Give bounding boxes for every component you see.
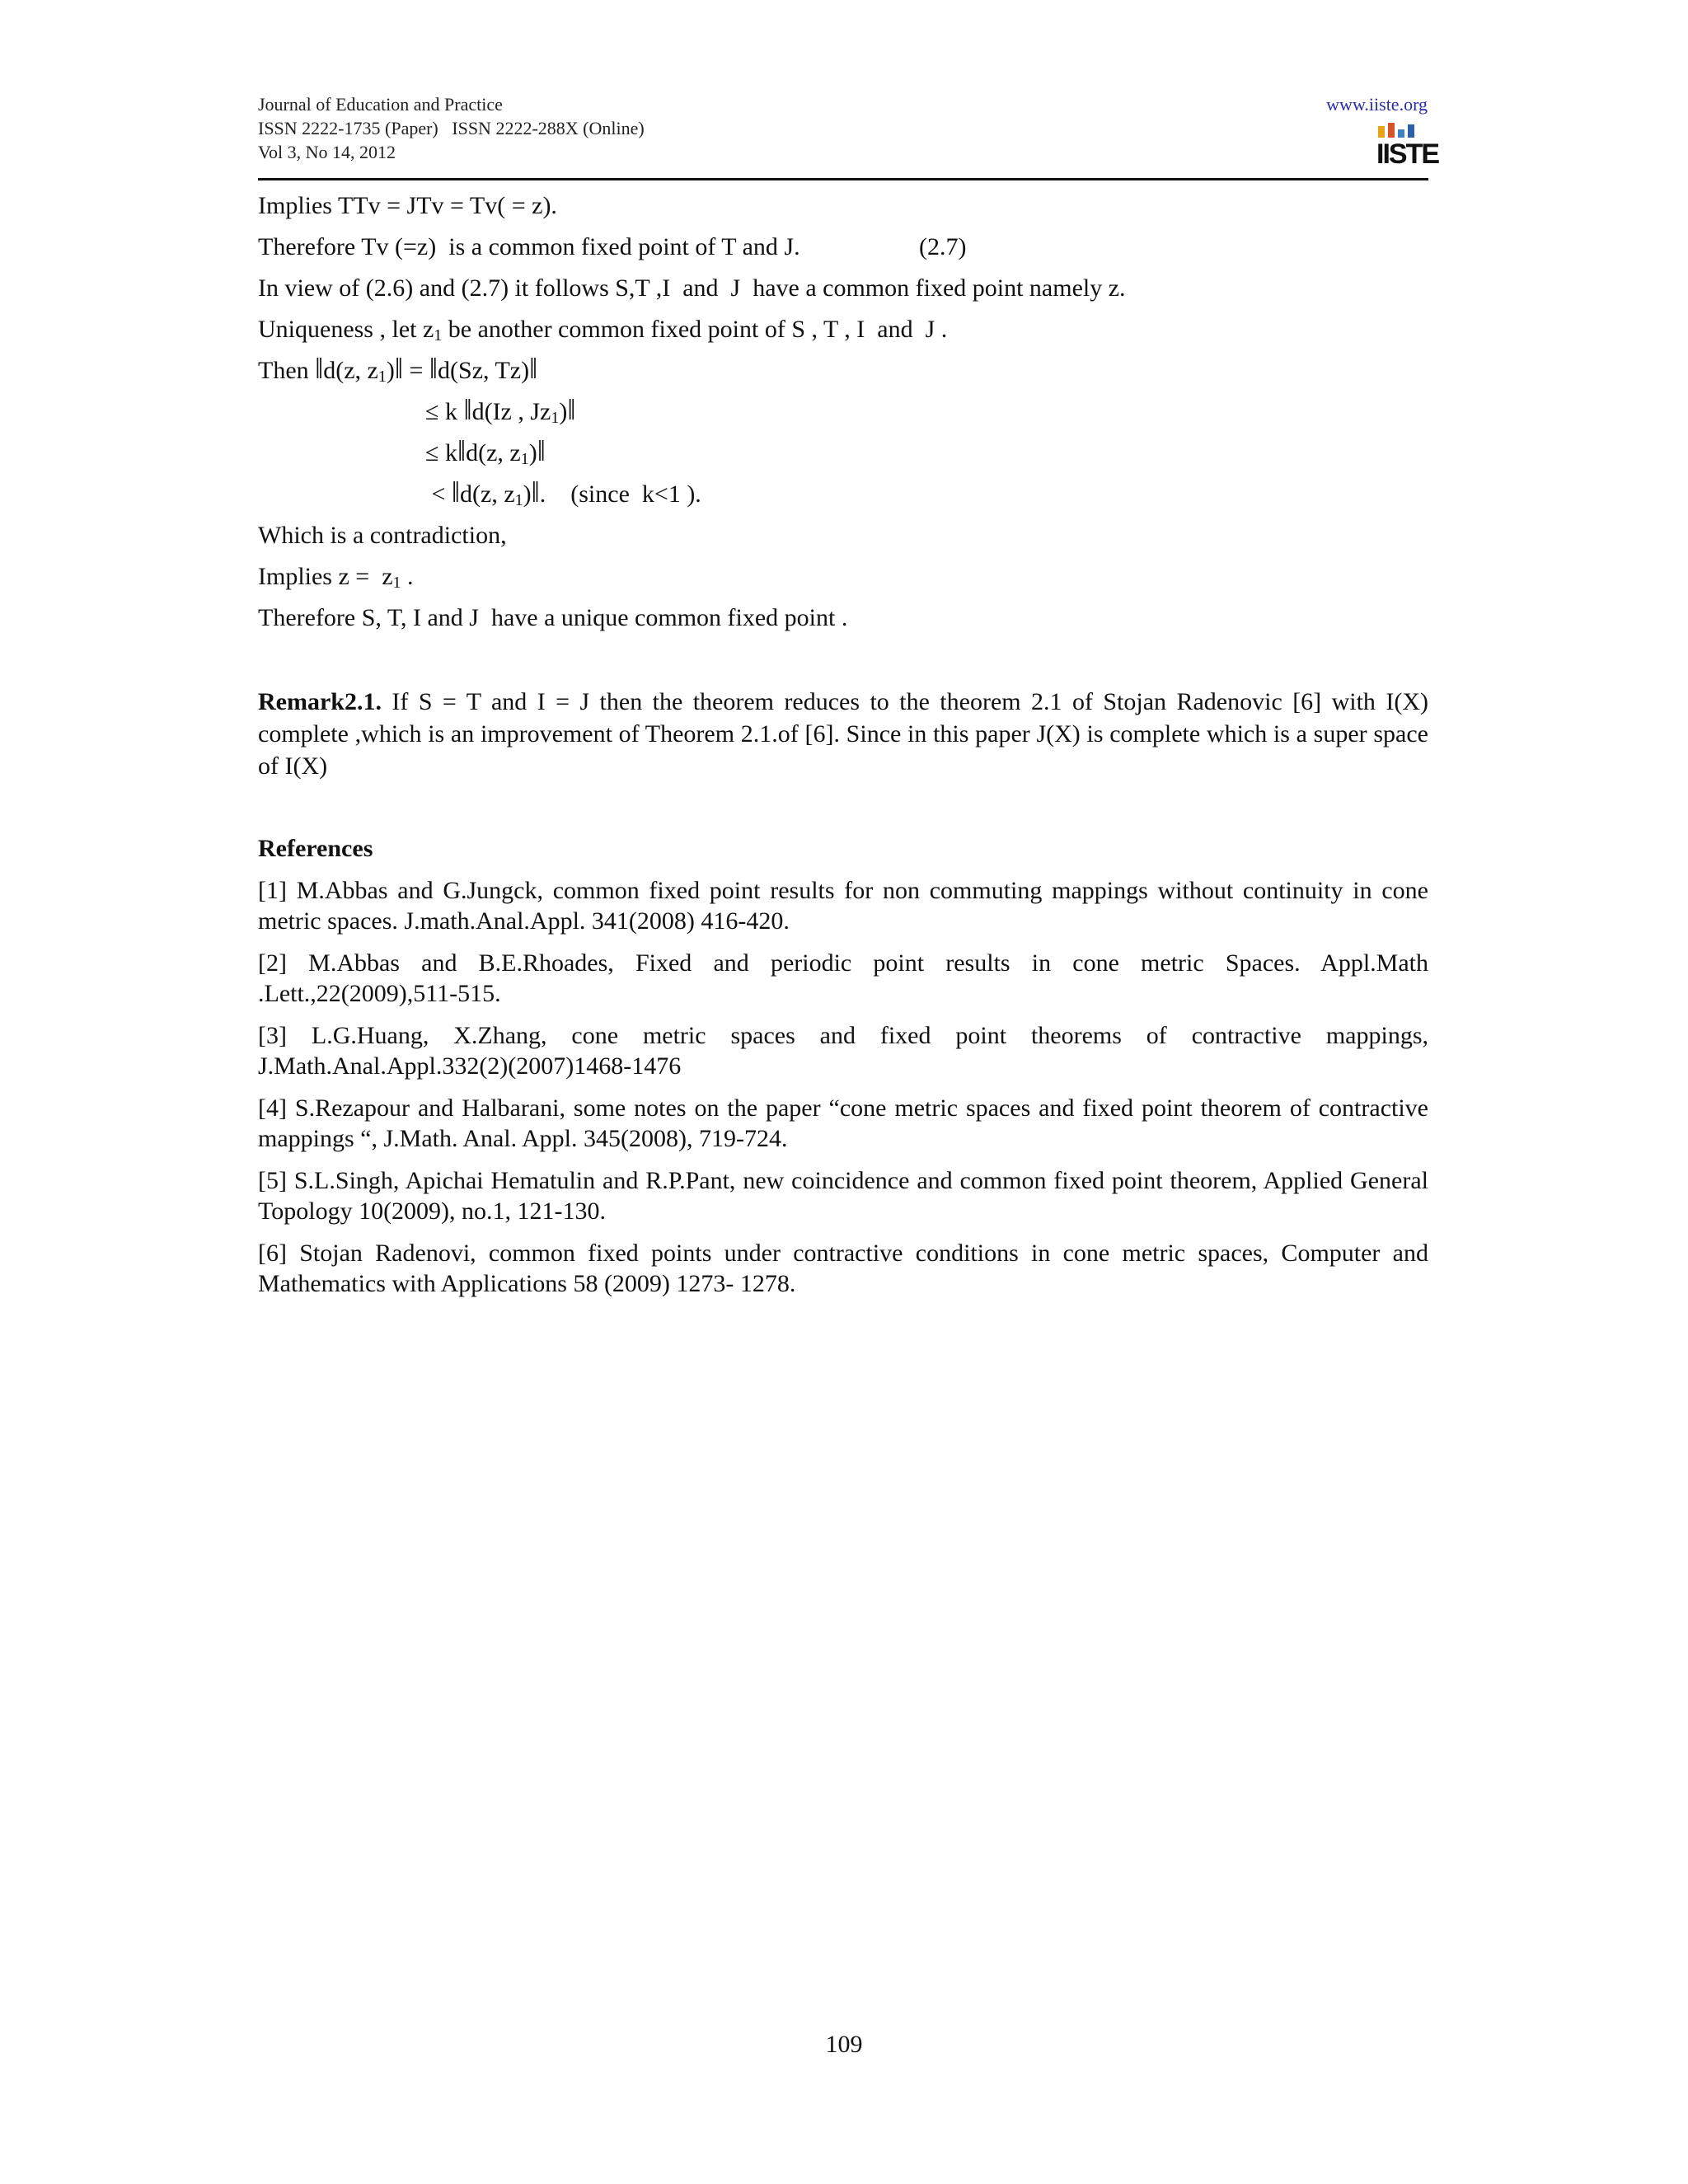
iiste-logo: [1376, 121, 1439, 172]
norm-bar-left: ‖: [429, 352, 438, 385]
norm-bar-right: ‖: [537, 434, 546, 467]
subscript: 1: [520, 450, 529, 468]
proof-line-2: [258, 232, 967, 262]
subscript: 1: [434, 326, 443, 344]
equation-tag-2-7: (2.7): [919, 233, 967, 260]
norm-bar-right: ‖: [567, 393, 576, 426]
logo-wordmark: IISTE: [1376, 138, 1439, 170]
norm-bar-left: ‖: [451, 476, 461, 509]
eq1-term-c: d(Sz, Tz): [438, 357, 530, 384]
reference-item-4: [4] S.Rezapour and Halbarani, some notes on the paper “cone metric spaces and fixed point theorem of contractive mappings “, J.Math. Anal. Appl. 345(2008), 719-724.: [258, 1094, 1428, 1152]
subscript: 1: [514, 491, 523, 509]
equation-line-4: [425, 476, 701, 509]
implies-tail: .: [401, 563, 414, 590]
proof-line-4: [258, 315, 947, 344]
eq1-equals: =: [402, 357, 429, 384]
eq4-operator: <: [425, 480, 452, 508]
reference-item-6: [6] Stojan Radenovi, common fixed points under contractive conditions in cone metric spaces, Computer and Mathematics with Applications 58 (2009) 1273- 1278.: [258, 1240, 1428, 1297]
subscript: 1: [551, 409, 560, 427]
logo-bars: [1378, 123, 1426, 138]
proof-line-7: Therefore S, T, I and J have a unique common fixed point .: [258, 604, 848, 631]
proof-line-1: Implies TTv = JTv = Tv( = z).: [258, 192, 557, 219]
reference-item-2: [2] M.Abbas and B.E.Rhoades, Fixed and periodic point results in cone metric Spaces. Appl.Math .Lett.,22(2009),511-515.: [258, 949, 1428, 1007]
reference-item-3: [3] L.G.Huang, X.Zhang, cone metric spaces and fixed point theorems of contractive mappings, J.Math.Anal.Appl.332(2)(2007)1468-1476: [258, 1022, 1428, 1080]
page-number: 109: [825, 2031, 863, 2058]
implies-text: Implies z = z: [258, 563, 393, 590]
eq4-tail: . (since k<1 ).: [539, 480, 701, 508]
reference-item-5: [5] S.L.Singh, Apichai Hematulin and R.P.Pant, new coincidence and common fixed point theorem, Applied General Topology 10(2009), no.1, 121-130.: [258, 1167, 1428, 1225]
norm-bar-right: ‖: [394, 352, 403, 385]
proof-line-6: [258, 562, 414, 592]
equation-line-1: [258, 352, 538, 386]
eq2-term-b: ): [559, 398, 568, 425]
eq3-operator: ≤ k: [425, 439, 457, 466]
then-label: Then: [258, 357, 316, 384]
eq2-operator: ≤ k: [425, 398, 464, 425]
header-divider: [258, 178, 1428, 180]
subscript: 1: [392, 574, 401, 592]
proof-line-3: In view of (2.6) and (2.7) it follows S,T ,I and J have a common fixed point namely z.: [258, 274, 1126, 302]
eq3-term-b: ): [528, 439, 537, 466]
reference-item-1: [1] M.Abbas and G.Jungck, common fixed point results for non commuting mappings without continuity in cone metric spaces. J.math.Anal.Appl. 341(2008) 416-420.: [258, 877, 1428, 935]
uniqueness-text-b: be another common fixed point of S , T , I and J .: [442, 316, 948, 343]
proof-line-2-text: Therefore Tv (=z) is a common fixed point of T and J.: [258, 233, 800, 260]
journal-name: Journal of Education and Practice: [258, 94, 503, 115]
proof-line-5: Which is a contradiction,: [258, 522, 507, 549]
remark-label: Remark2.1.: [258, 688, 382, 715]
norm-bar-left: ‖: [463, 393, 472, 426]
eq3-term-a: d(z, z: [466, 439, 521, 466]
remark-text: If S = T and I = J then the theorem reduces to the theorem 2.1 of Stojan Radenovic [6] with I(X) complete ,which is an improvement of Theorem 2.1.of [6]. Since in this paper J(X) is complete which is a super space of I(X): [258, 688, 1428, 780]
uniqueness-text-a: Uniqueness , let z: [258, 316, 434, 343]
eq1-term-b: ): [386, 357, 395, 384]
equation-line-3: [425, 434, 546, 468]
norm-bar-right: ‖: [531, 476, 540, 509]
remark-paragraph: [258, 686, 1428, 782]
journal-issn: ISSN 2222-1735 (Paper) ISSN 2222-288X (Online): [258, 118, 645, 138]
journal-volume: Vol 3, No 14, 2012: [258, 142, 396, 162]
eq1-term-a: d(z, z: [323, 357, 378, 384]
journal-header: [258, 92, 645, 164]
norm-bar-left: ‖: [315, 352, 324, 385]
references-heading: References: [258, 835, 373, 862]
eq4-term-a: d(z, z: [460, 480, 515, 508]
eq4-term-b: ): [523, 480, 532, 508]
publisher-block: [1326, 92, 1439, 176]
norm-bar-right: ‖: [529, 352, 538, 385]
publisher-url[interactable]: www.iiste.org: [1326, 94, 1428, 115]
equation-line-2: [425, 393, 576, 427]
eq2-term-a: d(Iz , Jz: [471, 398, 551, 425]
subscript: 1: [377, 368, 387, 386]
norm-bar-left: ‖: [457, 434, 467, 467]
